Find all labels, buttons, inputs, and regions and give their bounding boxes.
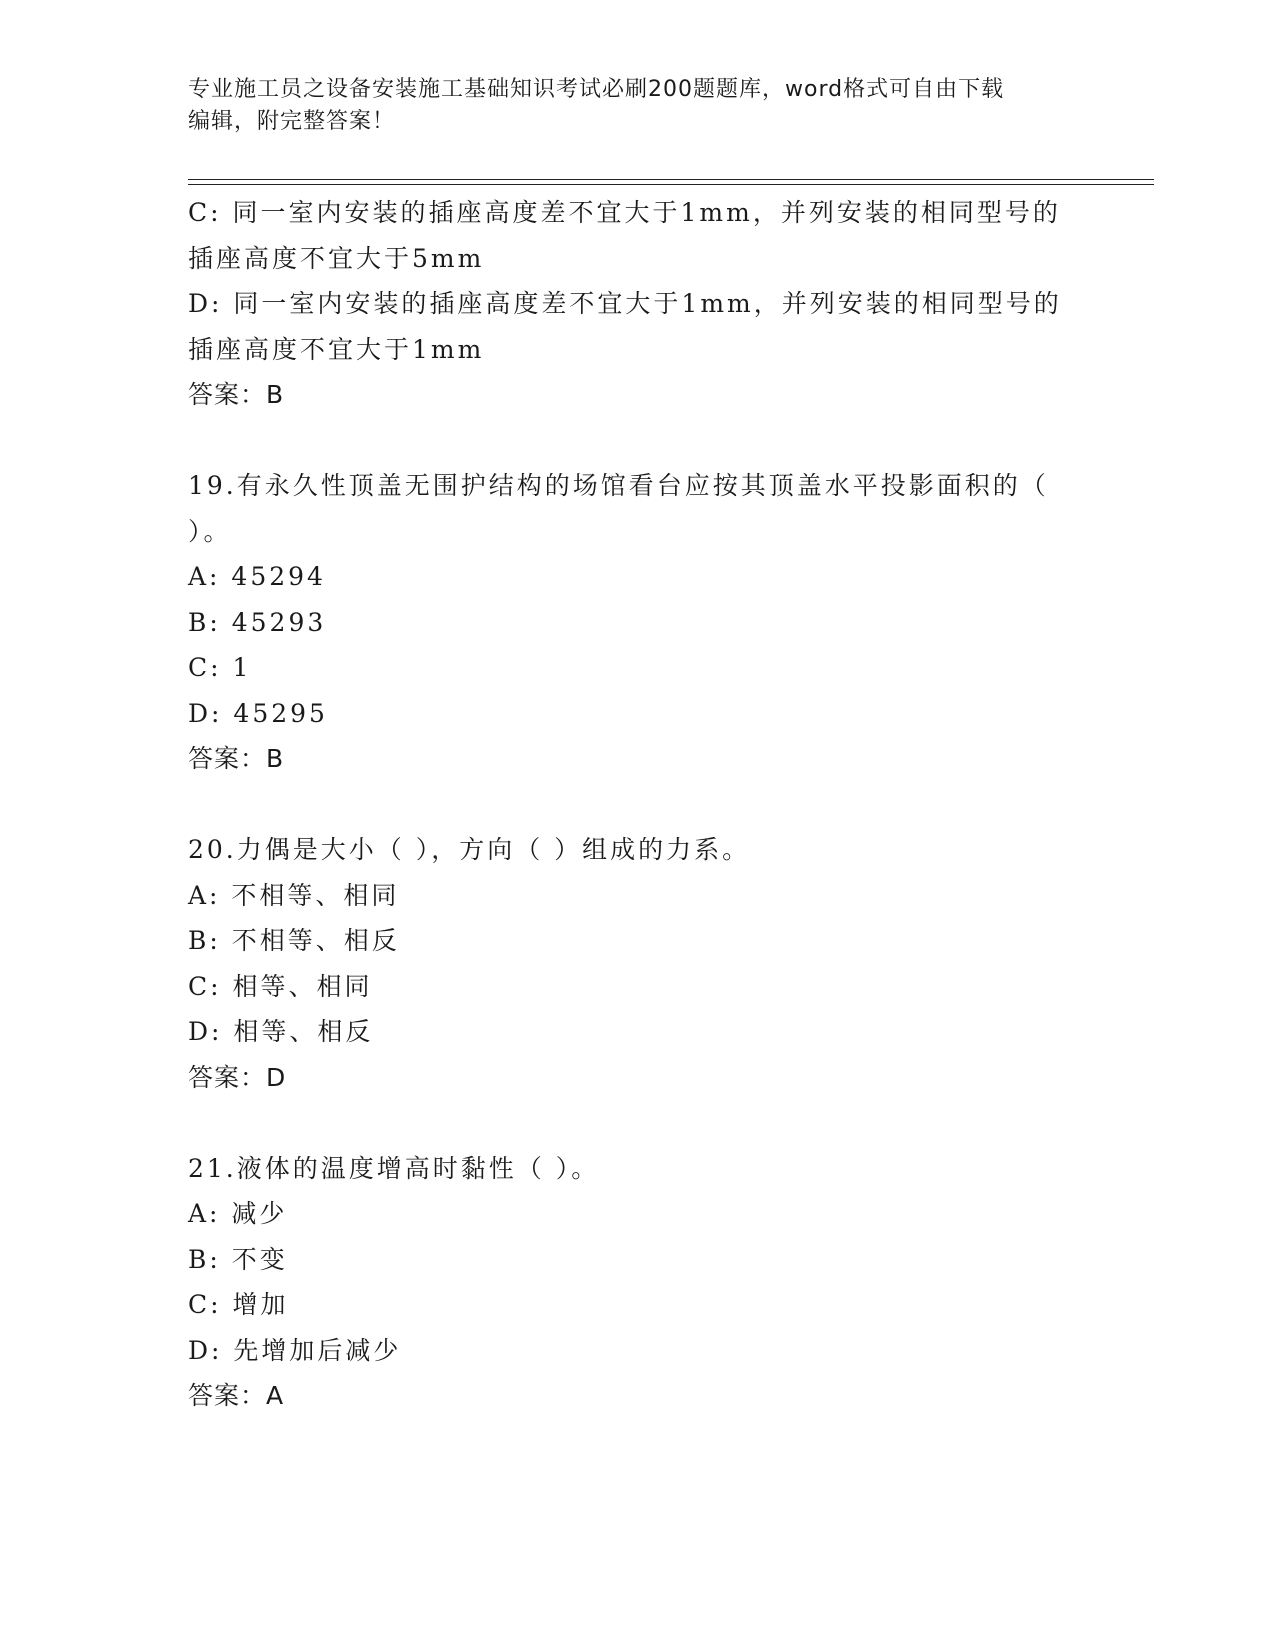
q21-answer: 答案：A: [188, 1381, 285, 1410]
question-21-block: [188, 1146, 1068, 1419]
q21-option-d: D: 先增加后减少: [188, 1335, 402, 1365]
header-divider-top: [188, 179, 1154, 180]
q19-stem-line-1: 19.有永久性顶盖无围护结构的场馆看台应按其顶盖水平投影面积的（: [188, 471, 1049, 500]
question-18-block: [188, 190, 1068, 418]
q19-answer: 答案：B: [188, 744, 285, 773]
q21-option-a: A: 减少: [188, 1199, 288, 1228]
q21-stem: 21.液体的温度增高时黏性（ ）。: [188, 1153, 600, 1183]
document-header: [188, 74, 1068, 138]
q18-option-c-line-1: C: 同一室内安装的插座高度差不宜大于1mm，并列安装的相同型号的: [188, 198, 1061, 227]
q20-stem: 20.力偶是大小（ ），方向（ ）组成的力系。: [188, 835, 751, 864]
q18-option-c-line-2: 插座高度不宜大于5mm: [188, 243, 485, 273]
spacer: [188, 1100, 1068, 1146]
q18-option-d-line-1: D: 同一室内安装的插座高度差不宜大于1mm，并列安装的相同型号的: [188, 289, 1062, 318]
header-title-line-2: 编辑，附完整答案！: [188, 109, 396, 134]
q20-answer: 答案：D: [188, 1062, 287, 1092]
q21-option-b: B: 不变: [188, 1244, 288, 1274]
q19-stem-line-2: ）。: [188, 516, 232, 546]
spacer: [188, 418, 1068, 464]
q19-option-c: C: 1: [188, 653, 252, 682]
q18-option-d-line-2: 插座高度不宜大于1mm: [188, 334, 485, 364]
header-divider-bottom: [188, 184, 1154, 185]
q20-option-c: C: 相等、相同: [188, 971, 373, 1001]
spacer: [188, 782, 1068, 828]
q19-option-a: A: 45294: [188, 562, 326, 591]
q20-option-d: D: 相等、相反: [188, 1017, 374, 1046]
q21-option-c: C: 增加: [188, 1290, 289, 1319]
header-title-line-1: 专业施工员之设备安装施工基础知识考试必刷200题题库，word格式可自由下载: [188, 77, 1005, 102]
q20-option-a: A: 不相等、相同: [188, 880, 400, 910]
q20-option-b: B: 不相等、相反: [188, 926, 400, 955]
question-19-block: [188, 463, 1068, 782]
q18-answer: 答案：B: [188, 380, 285, 409]
q19-option-b: B: 45293: [188, 607, 327, 637]
question-list: [188, 190, 1068, 1419]
q19-option-d: D: 45295: [188, 698, 328, 728]
question-20-block: [188, 827, 1068, 1100]
